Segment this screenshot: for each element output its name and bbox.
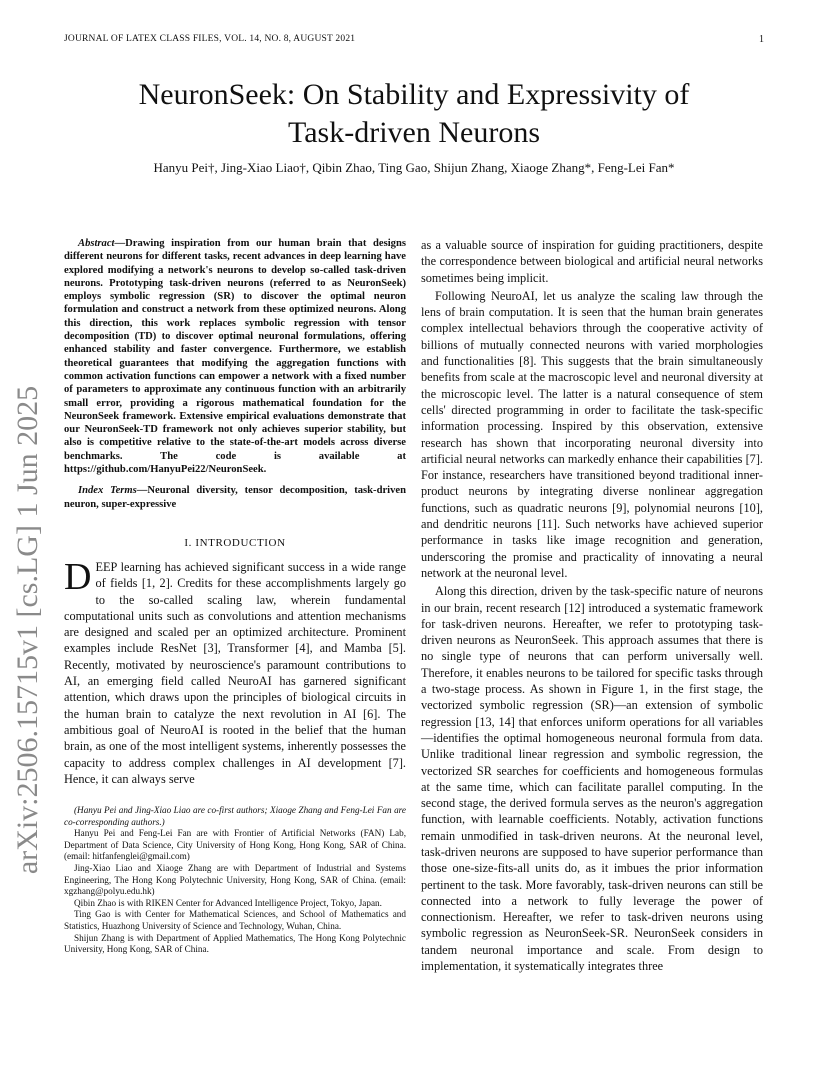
paper-title — [64, 76, 764, 152]
title-line-2: Task-driven Neurons — [288, 116, 540, 149]
footnote-2: Hanyu Pei and Feng-Lei Fan are with Frontier of Artificial Networks (FAN) Lab, Department of Data Science, City University of Hong Kong, Hong Kong, SAR of China. (email: hitfanfenglei@gmail.com) — [64, 828, 406, 862]
drop-cap: D — [64, 555, 92, 598]
footnote-5: Ting Gao is with Center for Mathematical Sciences, and School of Mathematics and Statistics, Huazhong University of Science and Technology, Wuhan, China. — [64, 909, 406, 932]
index-terms — [64, 484, 406, 511]
abstract — [64, 237, 406, 476]
footnote-6: Shijun Zhang is with Department of Applied Mathematics, The Hong Kong Polytechnic University, Hong Kong, SAR of China. — [64, 932, 406, 955]
right-paragraph-2: Following NeuroAI, let us analyze the scaling law through the lens of brain computation. It is seen that the human brain generates complex intellectual behaviors through the cooperative activity of billions of mutually connected neurons with varied morphologies and functionalities [8]. This suggests that the brain simultaneously benefits from scale at the macroscopic level and neuronal diversity at the microscopic level. The latter is a natural consequence of stem cells' directed programming in order to facilitate the task-specific information processing. Inspired by this observation, extensive research has shown that incorporating neuronal diversity into artificial neural networks can markedly enhance their capabilities [7]. For instance, researchers have transitioned beyond traditional inner-product neurons by integrating diverse nonlinear aggregation functions, such as quadratic neurons [9], polynomial neurons [10], and dendritic neurons [11]. Such networks have achieved superior performance in tasks like image recognition and generation, underscoring the promise and practicality of innovating a neural network at the neuronal level. — [421, 288, 763, 580]
intro-paragraph-1-text: EEP learning has achieved significant success in a wide range of fields [1, 2]. Credits for these accomplishments largely go to the so-called scaling law, wherein fundamental computational units such as convolutions and attention mechanisms are designed and scaled per an optimized architecture. Prominent examples include ResNet [3], Transformer [4], and Mamba [5]. Recently, motivated by neuroscience's paramount contributions to AI, an emerging field called NeuroAI has garnered significant attention, which draws upon the principles of biological circuits in the human brain to catalyze the next revolution in AI [6]. The ambitious goal of NeuroAI is rooted in the belief that the human brain, as one of the most intelligent systems, inherently possesses the capacity to address complex challenges in AI development [7]. Hence, it can always serve — [64, 559, 406, 786]
running-header: JOURNAL OF LATEX CLASS FILES, VOL. 14, NO. 8, AUGUST 2021 — [64, 34, 356, 44]
footnote-1: (Hanyu Pei and Jing-Xiao Liao are co-first authors; Xiaoge Zhang and Feng-Lei Fan are co-corresponding authors.) — [64, 805, 406, 827]
abstract-text: —Drawing inspiration from our human brain that designs different neurons for different tasks, recent advances in deep learning have explored modifying a network's neurons to develop so-called task-driven neurons. Prototyping task-driven neurons (referred to as NeuronSeek) employs symbolic regression (SR) to discover the optimal neuron formulation and construct a network from these optimized neurons. Along this direction, this work replaces symbolic regression with tensor decomposition (TD) to discover optimal neuronal formulations, offering enhanced stability and faster convergence. Furthermore, we establish theoretical guarantees that modifying the aggregation functions with common activation functions can empower a network with a fixed number of parameters to approximate any continuous function with an arbitrarily small error, providing a rigorous mathematical foundation for the NeuronSeek framework. Extensive empirical evaluations demonstrate that our NeuronSeek-TD framework not only achieves superior stability, but also is competitive relative to the state-of-the-art models across diverse benchmarks. The code is available at https://github.com/HanyuPei22/NeuronSeek. — [64, 238, 406, 476]
abstract-lead: Abstract — [78, 238, 115, 249]
title-line-1: NeuronSeek: On Stability and Expressivity of — [138, 78, 690, 111]
intro-paragraph-1 — [64, 555, 406, 787]
left-column — [64, 237, 406, 956]
right-paragraph-3: Along this direction, driven by the task-specific nature of neurons in our brain, recent research [12] introduced a systematic framework for task-driven neurons. Hereafter, we refer to prototyping task-driven neurons as NeuronSeek. This approach assumes that there is no single type of neurons that can perform universally well. Therefore, it enables neurons to be tailored for specific tasks through a two-stage process. As shown in Figure 1, in the first stage, the vectorized symbolic regression (SR)—an extension of symbolic regression [13, 14] that enforces uniform operations for all variables—identifies the optimal homogeneous neuronal formula from data. Unlike traditional linear regression and symbolic regression, the vectorized SR searches for coefficients and homogeneous formulas at the same time, which can facilitate parallel computing. In the second stage, the derived formula serves as the neuron's aggregation function, with learnable coefficients. Notably, activation functions remain unmodified in task-driven neurons. At the neuronal level, task-driven neurons are supposed to have superior performance than those one-size-fits-all units do, as it imbues the prior information pertinent to the task. More favorably, task-driven neurons can still be connected into a network to fully leverage the power of connectionism. Hereafter, we refer to task-driven neurons using symbolic regression as NeuronSeek-SR. NeuronSeek considers in tandem neuronal importance and scale. From design to implementation, it systematically integrates three — [421, 584, 763, 974]
footnotes — [64, 805, 406, 956]
section-heading-introduction: I. INTRODUCTION — [184, 536, 286, 549]
arxiv-side-stamp: arXiv:2506.15715v1 [cs.LG] 1 Jun 2025 — [11, 385, 44, 875]
page-number: 1 — [759, 34, 764, 45]
index-terms-lead: Index Terms — [78, 485, 137, 497]
index-terms-text: —Neuronal diversity, tensor decomposition, task-driven neuron, super-expressive — [64, 485, 406, 510]
right-column — [421, 237, 763, 974]
footnote-3: Jing-Xiao Liao and Xiaoge Zhang are with Department of Industrial and Systems Engineering, The Hong Kong Polytechnic University, Hong Kong, SAR of China. (email: xgzhang@polyu.edu.hk) — [64, 863, 406, 897]
footnote-4: Qibin Zhao is with RIKEN Center for Advanced Intelligence Project, Tokyo, Japan. — [74, 897, 382, 908]
right-paragraph-1: as a valuable source of inspiration for guiding practitioners, despite the correspondence between biological and artificial neural networks sometimes being implicit. — [421, 238, 763, 285]
author-list: Hanyu Pei†, Jing-Xiao Liao†, Qibin Zhao, Ting Gao, Shijun Zhang, Xiaoge Zhang*, Feng-Lei Fan* — [153, 160, 675, 175]
